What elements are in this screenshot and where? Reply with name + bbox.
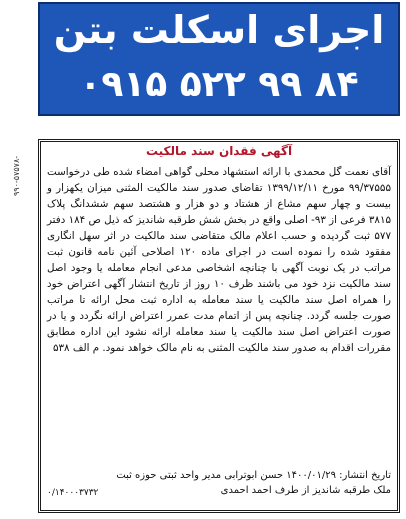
notice-code: ۰/۱۴۰۰۰۳۷۳۲ [47, 488, 99, 498]
notice-body: آقای نعمت گل محمدی با ارائه استشهاد محلی گواهی امضاء شده طی درخواست ۹۹/۳۷۵۵۵ مورخ ۱۳۹۹/۱۲/۱۱ تقاضای صدور سند مالکیت المثنی میزان یکهزار و بیست و چهار سهم مشاع از هشتاد و دو هزار و هشتصد سهم ششدانگ پلاک ۳۸۱۵ فرعی از ۹۳- اصلی واقع در بخش شش طرقبه شاندیز که ذیل ص ۱۸۴ دفتر ۵۷۷ ثبت گردیده و حسب اعلام مالک متقاضی سند مالکیت در اثر سهل انگاری مفقود شده را نموده است در اجرای ماده ۱۲۰ اصلاحی آئین نامه قانون ثبت مراتب در یک نوبت آگهی با چنانچه اشخاصی مدعی انجام معامله یا وجود اصل سند مالکیت نزد خود می باشند ظرف ۱۰ روز از تاریخ انتشار آگهی اعتراض خود را همراه اصل سند مالکیت یا سند معامله به اداره ثبت محل ارائه تا مراتب صورت جلسه گردد. چنانچه پس از اتمام مدت عمرر اعتراض ارائه نگردد و یا در صورت اعتراض اصل سند مالکیت یا سند معامله ارائه نشود این اداره مطابق مقررات اقدام به صدور سند مالکیت المثنی به نام مالک خواهد نمود. م الف ۵۳۸ [47, 166, 392, 354]
ad-code [8, 118, 28, 198]
banner-phone-number: ۰۹۱۵ ۵۲۲ ۹۹ ۸۴ [79, 64, 359, 105]
publication-info: تاریخ انتشار: ۱۴۰۰/۰۱/۲۹ حسن ابوترابی مدیر واحد ثبتی حوزه ثبت [116, 470, 391, 481]
ad-code-text: ۹۹۰-۵۷۵۷۸- [12, 155, 21, 196]
legal-notice [38, 139, 400, 513]
notice-footer [47, 468, 391, 498]
signatory-info: ملک طرقبه شاندیز از طرف احمد احمدی [220, 485, 391, 496]
notice-title: آگهی فقدان سند مالکیت [145, 144, 293, 158]
ad-banner [38, 2, 400, 116]
banner-title: اجرای اسکلت بتن [53, 8, 385, 52]
